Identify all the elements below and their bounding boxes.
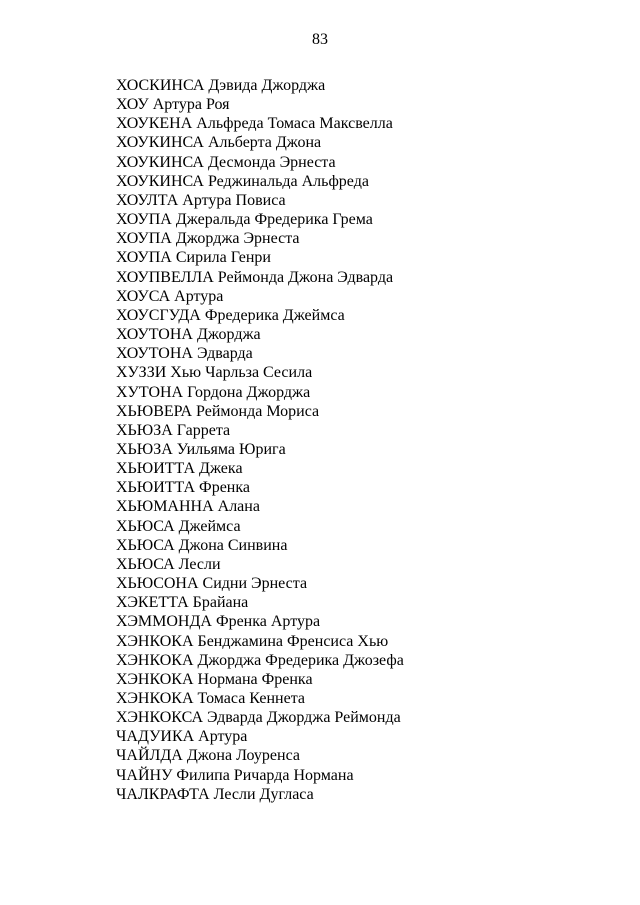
list-item: ХОУПА Джеральда Фредерика Грема	[116, 211, 373, 229]
list-item: ХЭНКОКА Бенджамина Френсиса Хью	[116, 632, 389, 650]
list-item: ХОУКЕНА Альфреда Томаса Максвелла	[116, 115, 393, 133]
list-item: ХОУ Артура Роя	[116, 96, 230, 114]
list-item: ХОСКИНСА Дэвида Джорджа	[116, 77, 326, 94]
list-item: ХОУКИНСА Альберта Джона	[116, 134, 322, 152]
list-item: ХЬЮСА Джона Синвина	[116, 536, 288, 554]
list-item: ХОУЛТА Артура Повиса	[116, 191, 286, 209]
list-item: ХЭНКОКСА Эдварда Джорджа Реймонда	[116, 709, 401, 727]
list-item: ХЬЮЗА Уильяма Юрига	[116, 440, 286, 458]
name-list	[116, 76, 404, 804]
list-item: ХЭНКОКА Джорджа Фредерика Джозефа	[116, 651, 404, 669]
list-item: ХОУПА Сирила Генри	[116, 249, 271, 267]
list-item: ХЬЮЗА Гаррета	[116, 421, 231, 439]
list-item: ЧАЙЛДА Джона Лоуренса	[116, 747, 300, 765]
list-item: ХОУСГУДА Фредерика Джеймса	[116, 306, 345, 324]
list-item: ХОУТОНА Эдварда	[116, 345, 253, 363]
list-item: ХЬЮСА Джеймса	[116, 517, 241, 535]
list-item: ХЭНКОКА Нормана Френка	[116, 670, 313, 688]
list-item: ХЭММОНДА Френка Артура	[116, 613, 321, 631]
list-item: ХОУПВЕЛЛА Реймонда Джона Эдварда	[116, 268, 394, 286]
list-item: ХЬЮМАННА Алана	[116, 498, 260, 516]
list-item: ЧАЙНУ Филипа Ричарда Нормана	[116, 766, 354, 784]
list-item: ХЬЮИТТА Джека	[116, 460, 243, 478]
list-item: ХЭКЕТТА Брайана	[116, 594, 249, 612]
list-item: ХЭНКОКА Томаса Кеннета	[116, 690, 305, 707]
list-item: ХЬЮИТТА Френка	[116, 479, 250, 497]
list-item: ХУЗЗИ Хью Чарльза Сесила	[116, 364, 313, 382]
list-item: ХЬЮСА Лесли	[116, 555, 221, 573]
list-item: ХУТОНА Гордона Джорджа	[116, 383, 311, 401]
list-item: ХОУКИНСА Реджинальда Альфреда	[116, 172, 369, 190]
page-number: 83	[312, 31, 328, 48]
list-item: ЧАЛКРАФТА Лесли Дугласа	[116, 785, 314, 803]
list-item: ХЬЮВЕРА Реймонда Мориса	[116, 402, 320, 420]
list-item: ХОУТОНА Джорджа	[116, 326, 261, 344]
list-item: ХОУСА Артура	[116, 287, 224, 305]
list-item: ХОУКИНСА Десмонда Эрнеста	[116, 153, 336, 171]
list-item: ЧАДУИКА Артура	[116, 728, 248, 746]
list-item: ХЬЮСОНА Сидни Эрнеста	[116, 575, 308, 593]
list-item: ХОУПА Джорджа Эрнеста	[116, 230, 300, 248]
